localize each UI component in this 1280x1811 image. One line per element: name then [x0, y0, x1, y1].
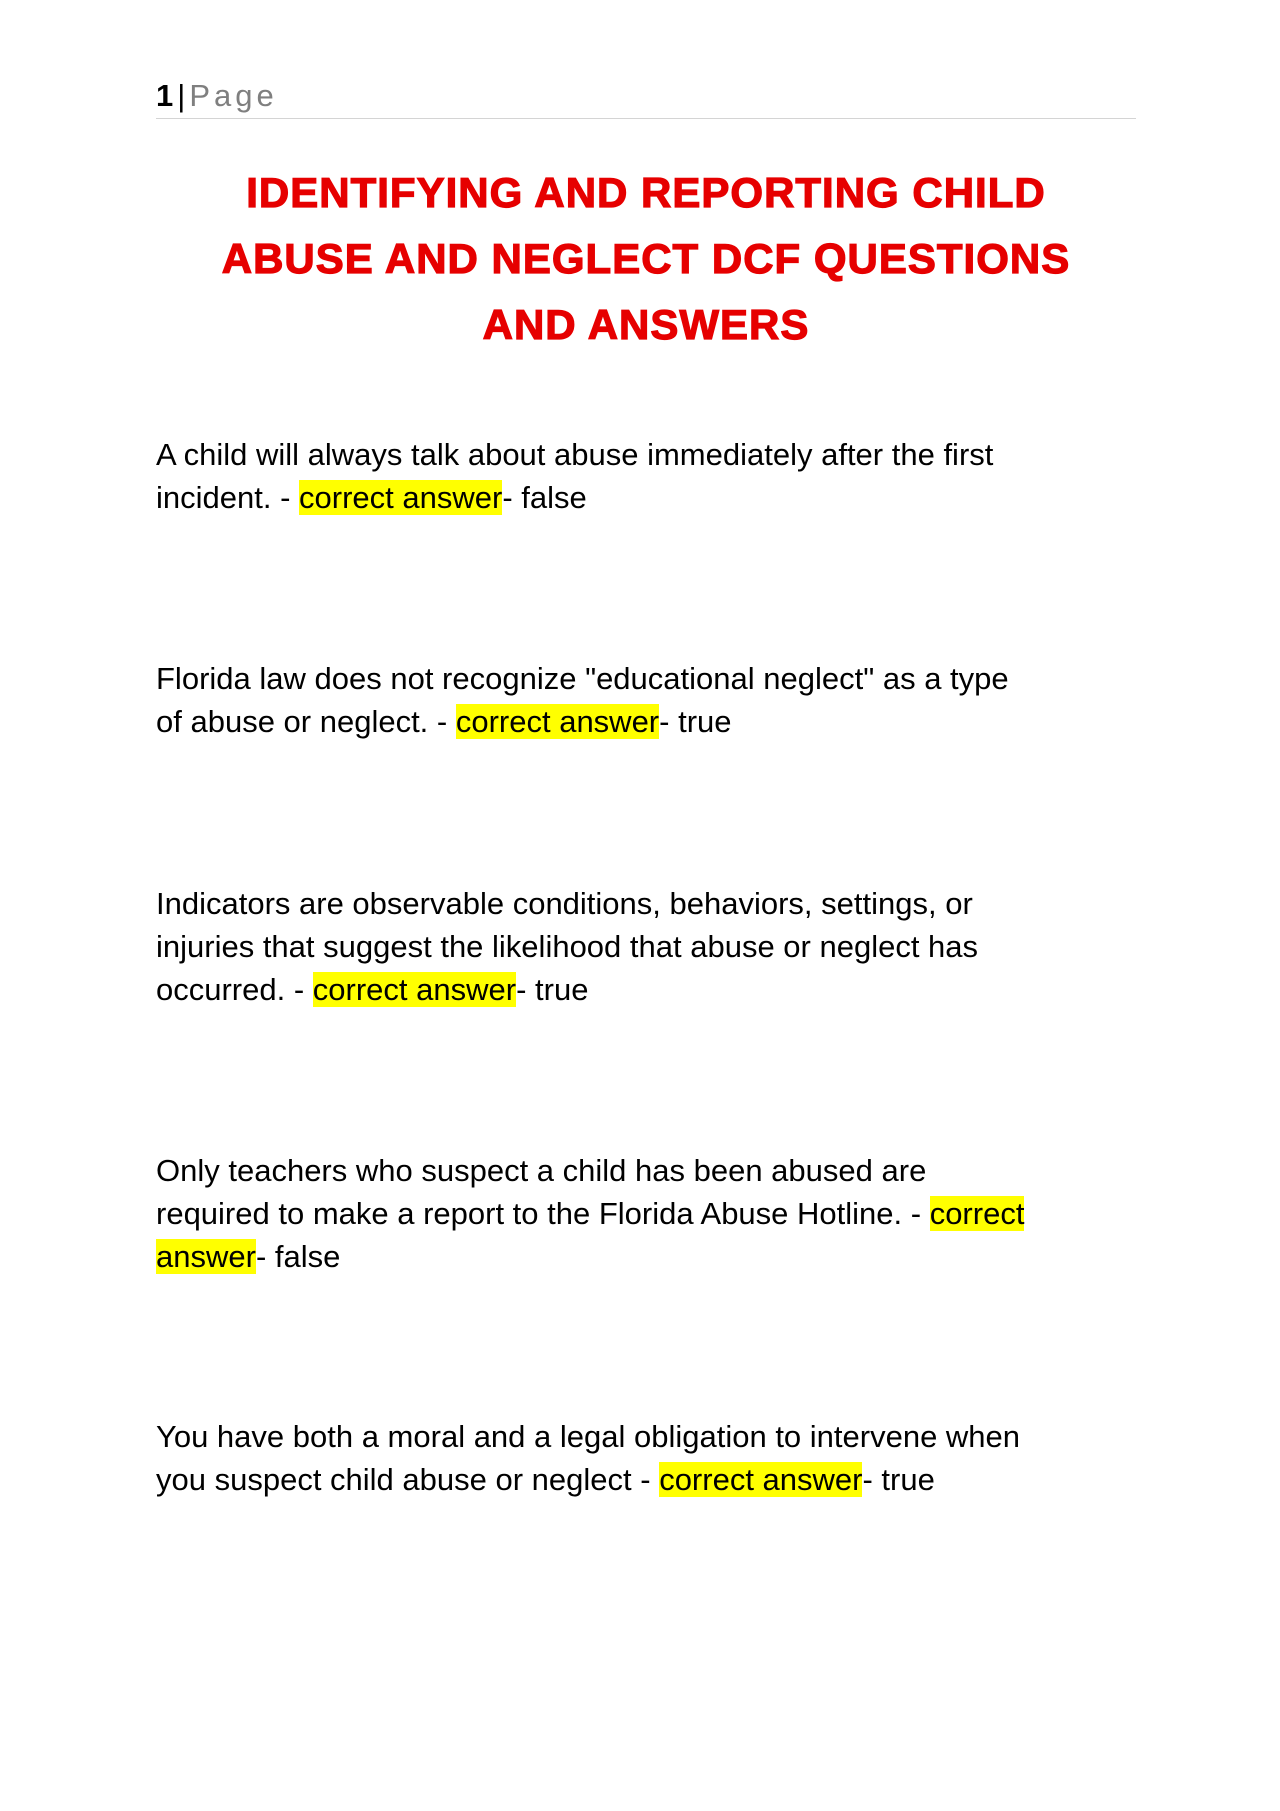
title-line-1: IDENTIFYING AND REPORTING CHILD — [246, 169, 1046, 216]
title-line-2: ABUSE AND NEGLECT DCF QUESTIONS — [221, 235, 1071, 282]
question-line: A child will always talk about abuse immediately after the first — [156, 437, 994, 472]
correct-answer-highlight: correct answer — [312, 972, 517, 1007]
question-line: You have both a moral and a legal obligation to intervene when — [156, 1419, 1021, 1454]
question-line: Only teachers who suspect a child has been abused are — [156, 1153, 927, 1188]
page-number: 1 — [156, 78, 174, 113]
document-title — [156, 160, 1136, 358]
question-line: Indicators are observable conditions, behaviors, settings, or — [156, 886, 973, 921]
qa-item-5 — [156, 1415, 1136, 1501]
answer-text: - true — [659, 704, 732, 739]
answer-text: - false — [255, 1239, 341, 1274]
page-header — [156, 78, 1136, 119]
correct-answer-highlight: answer — [156, 1239, 256, 1274]
page-separator: | — [177, 78, 186, 113]
title-line-3: AND ANSWERS — [482, 301, 810, 348]
qa-item-1 — [156, 433, 1136, 519]
correct-answer-highlight: correct answer — [299, 480, 503, 515]
qa-item-4 — [156, 1149, 1136, 1278]
question-line: you suspect child abuse or neglect - — [156, 1462, 660, 1497]
question-line: required to make a report to the Florida Abuse Hotline. - — [156, 1196, 930, 1231]
question-line: injuries that suggest the likelihood that abuse or neglect has — [156, 929, 979, 964]
correct-answer-highlight: correct — [929, 1196, 1025, 1231]
answer-text: - false — [502, 480, 587, 515]
correct-answer-highlight: correct answer — [455, 704, 660, 739]
document-page — [156, 0, 1136, 1811]
correct-answer-highlight: correct answer — [659, 1462, 863, 1497]
page-label: Page — [189, 78, 278, 113]
question-line: occurred. - — [156, 972, 313, 1007]
qa-item-2 — [156, 657, 1136, 743]
question-line: Florida law does not recognize "educational neglect" as a type — [156, 661, 1009, 696]
qa-item-3 — [156, 882, 1136, 1011]
question-line: incident. - — [156, 480, 300, 515]
question-line: of abuse or neglect. - — [156, 704, 456, 739]
answer-text: - true — [516, 972, 589, 1007]
answer-text: - true — [862, 1462, 935, 1497]
